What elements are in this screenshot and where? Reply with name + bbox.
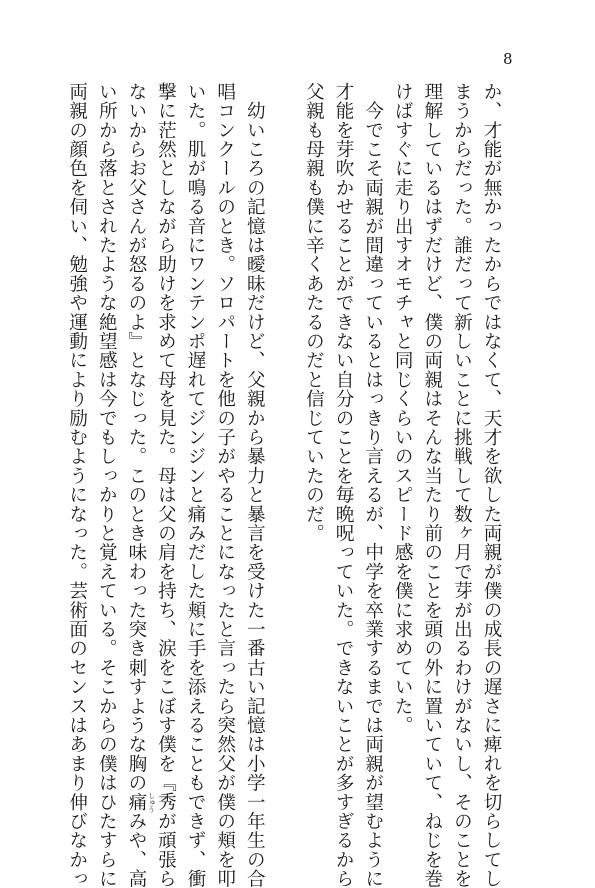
text-line: 唱コンクールのとき。ソロパートを他の子がやることになったと言ったら突然父が僕の頬を叩 bbox=[214, 82, 236, 888]
text-line: まうからだった。誰だって新しいことに挑戦して数ヶ月で芽が出るわけがないし、そのことを bbox=[451, 82, 473, 888]
text-line: 理解しているはずだけど、僕の両親はそんな当たり前のことを頭の外に置いていて、ねじを巻 bbox=[421, 82, 443, 888]
text-line-with-ruby: 撃に茫然としながら助けを求めて母を見た。母は父の肩を持ち、涙をこぼす僕を『秀 しゅう が頑張ら bbox=[147, 82, 177, 888]
text-line: か、才能が無かったからではなくて、天才を欲した両親が僕の成長の遅さに痺れを切らしてし bbox=[481, 82, 502, 888]
text-line: けばすぐに走り出すオモチャと同じくらいのスピード感を僕に求めていた。 bbox=[392, 82, 414, 735]
text-line: ないからお父さんが怒るのよ』となじった。このとき味わった突き刺すような胸の痛みや、高 bbox=[125, 82, 147, 888]
page-number: 8 bbox=[503, 50, 513, 68]
text-line: いた。肌が鳴る音にワンテンポ遅れてジンジンと痛みだした頬に手を添えることもできず、衝 bbox=[185, 82, 207, 888]
text-line: 才能を芽吹かせることができない自分のことを毎晩呪っていた。できないことが多すぎるから bbox=[333, 82, 355, 888]
paragraph-gap bbox=[269, 82, 299, 802]
text-line: 今でこそ両親が間違っているとはっきり言えるが、中学を卒業するまでは両親が望むように bbox=[362, 82, 384, 888]
text-line: 父親も母親も僕に辛くあたるのだと信じていたのだ。 bbox=[303, 82, 325, 543]
text-line: い所から落とされたような絶望感は今でもしっかりと覚えている。そこからの僕はひたすらに bbox=[96, 82, 118, 888]
text-line: 幼いころの記憶は曖昧だけど、父親から暴力と暴言を受けた一番古い記憶は小学一年生の合 bbox=[244, 82, 266, 888]
ruby-reading: しゅう bbox=[147, 792, 156, 814]
body-text bbox=[62, 82, 506, 888]
ruby-base: 秀 しゅう bbox=[147, 792, 177, 814]
text-line: 両親の顔色を伺い、勉強や運動により励むようになった。芸術面のセンスはあまり伸びなかっ bbox=[66, 82, 88, 888]
